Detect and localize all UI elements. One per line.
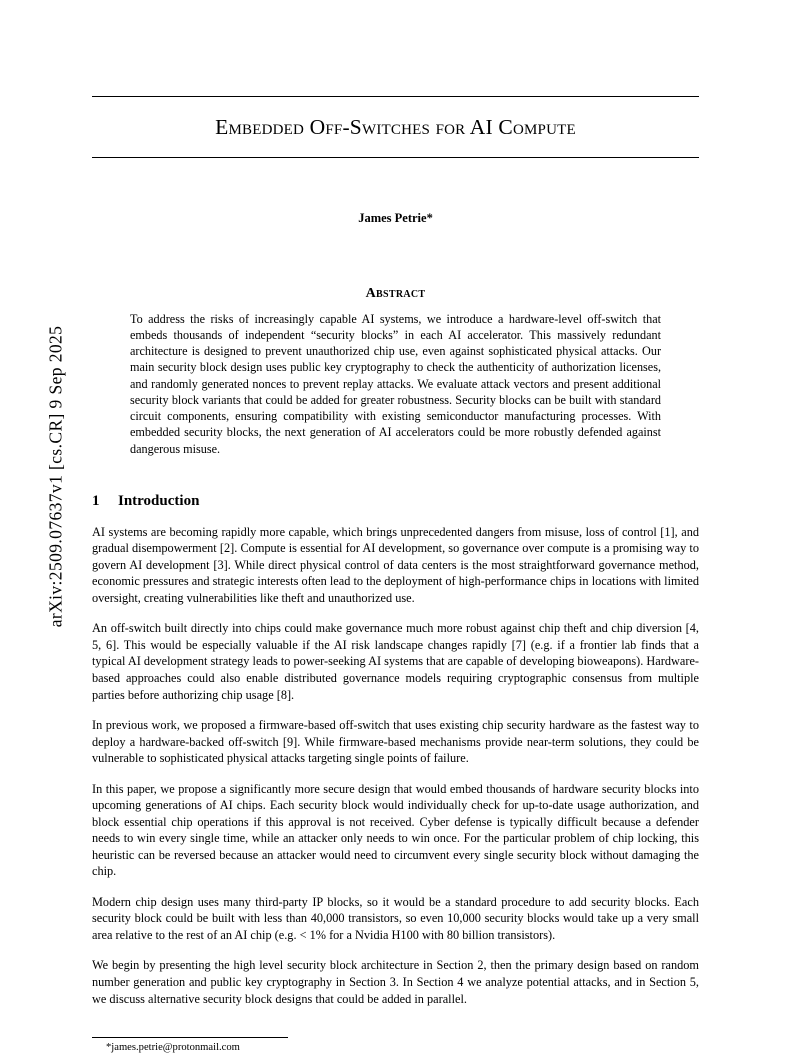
abstract-text: To address the risks of increasingly capable AI systems, we introduce a hardware-level off-switch that embeds thousands of independent “security blocks” in each AI accelerator. This massively redundant architecture is designed to prevent unauthorized chip use, even against sophisticated physical attacks. Our main security block design uses public key cryptography to check the authenticity of authorization licenses, and randomly generated nonces to prevent replay attacks. We evaluate attack vectors and present additional security block variants that could be added for greater robustness. Security blocks can be built with standard circuit components, ensuring compatibility with existing semiconductor manufacturing processes. With embedded security blocks, the next generation of AI accelerators could be more robustly defended against dangerous misuse.	[130, 311, 661, 456]
footnote-text: *james.petrie@protonmail.com	[106, 1042, 240, 1053]
section-number: 1	[92, 492, 100, 509]
paragraph: In this paper, we propose a significantly more secure design that would embed thousands of hardware security blocks into upcoming generations of AI chips. Each security block would individually check for up-to-date usage authorization, and block essential chip operations if this approval is not received. Cyber defense is typically difficult because a defender needs to win every single time, while an attacker only needs to win once. For the particular problem of chip locking, this heuristic can be reversed because an attacker would need to circumvent every single security block without damaging the chip.	[92, 781, 699, 879]
section-title: Introduction	[118, 492, 200, 509]
page-title: Embedded Off-Switches for AI Compute	[215, 115, 576, 139]
author-footnote-marker: *	[426, 210, 433, 225]
abstract-heading: Abstract	[365, 285, 426, 301]
paragraph: An off-switch built directly into chips could make governance much more robust against chip theft and chip diversion [4, 5, 6]. This would be especially valuable if the AI risk landscape changes rapidly [7] (e.g. if a frontier lab finds that a typical AI development strategy leads to power-seeking AI systems that are capable of developing bioweapons). Hardware-based approaches could also enable distributed governance models requiring cryptographic consensus from multiple parties before authorizing chip usage [8].	[92, 621, 699, 702]
footnote-separator	[92, 1037, 288, 1038]
arxiv-identifier-stamp: arXiv:2509.07637v1 [cs.CR] 9 Sep 2025	[45, 325, 66, 628]
paragraph: We begin by presenting the high level security block architecture in Section 2, then the primary design based on random number generation and public key cryptography in Section 3. In Section 4 we analyze potential attacks, and in Section 5, we discuss alternative security block designs that could be added in parallel.	[92, 958, 699, 1006]
paragraph: In previous work, we proposed a firmware-based off-switch that uses existing chip security hardware as the fastest way to deploy a hardware-backed off-switch [9]. While firmware-based mechanisms provide near-term solutions, they could be vulnerable to sophisticated physical attacks targeting single points of failure.	[92, 718, 699, 766]
author-name: James Petrie	[358, 210, 427, 225]
paragraph: Modern chip design uses many third-party IP blocks, so it would be a standard procedure to add security blocks. Each security block could be built with less than 40,000 transistors, so even 10,000 security blocks would take up a very small area relative to the rest of an AI chip (e.g. < 1% for a Nvidia H100 with 80 billion transistors).	[92, 894, 699, 942]
section-heading-introduction	[92, 493, 699, 510]
paper-column	[92, 96, 699, 1053]
title-rule-bottom	[92, 157, 699, 158]
paragraph: AI systems are becoming rapidly more capable, which brings unprecedented dangers from misuse, loss of control [1], and gradual disempowerment [2]. Compute is essential for AI development, so governance over compute is a promising way to govern AI development [3]. While direct physical control of data centers is the most straightforward governance method, economic pressures and strategic interests often lead to the deployment of high-performance chips in locations with limited oversight, creating vulnerabilities like theft and unauthorized use.	[92, 524, 699, 605]
author-line	[92, 211, 699, 226]
